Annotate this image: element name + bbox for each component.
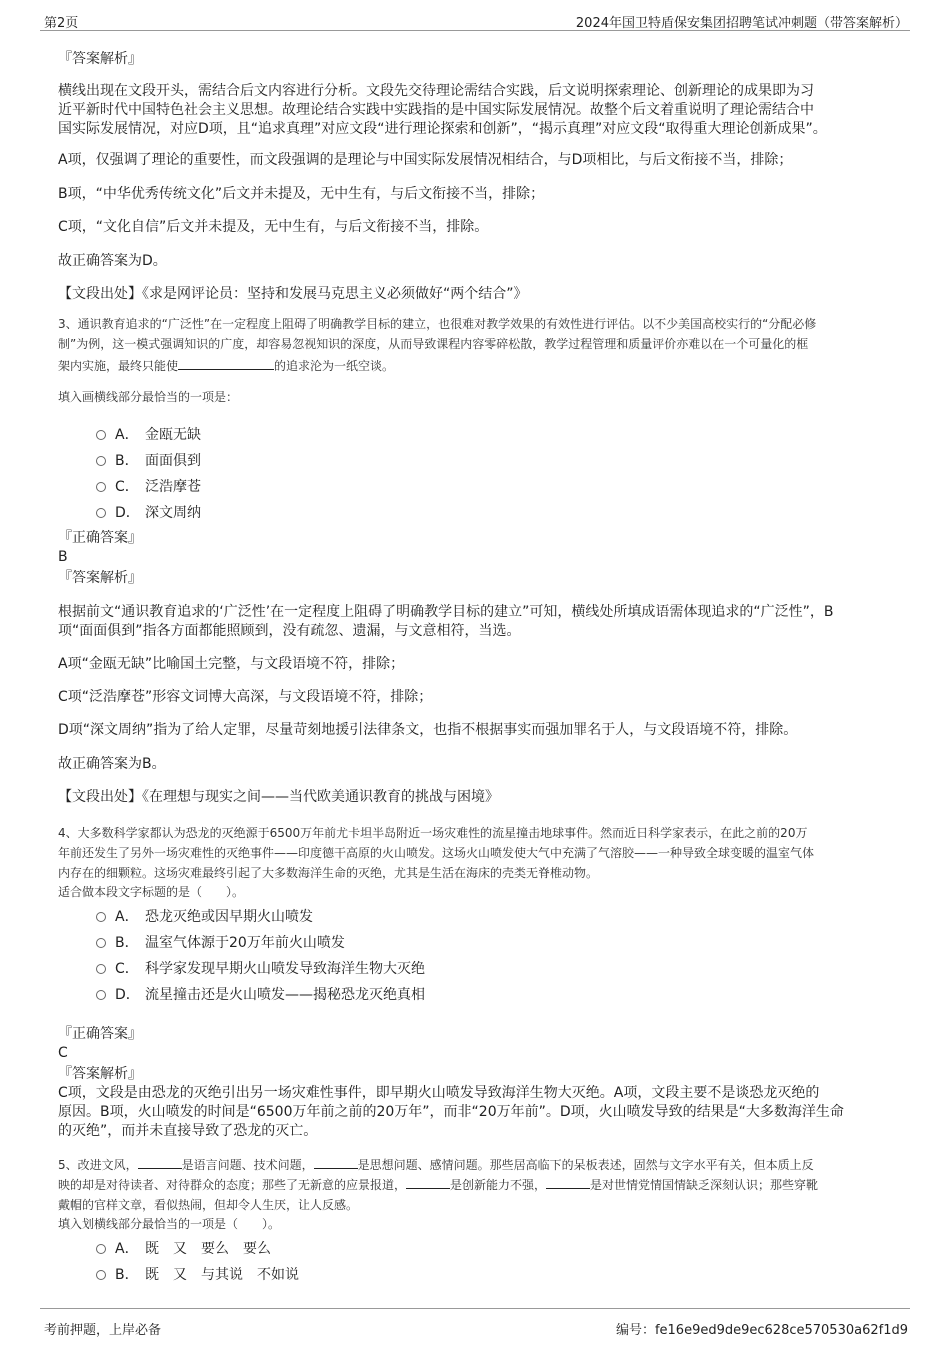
q4-stem-line: 内存在的细颗粒。这场灾难最终引起了大多数海洋生命的灭绝，尤其是生活在海床的壳类无脊椎动物。 (58, 866, 599, 880)
q3-source: 【文段出处】《在理想与现实之间——当代欧美通识教育的挑战与困境》 (58, 789, 499, 805)
q3-analysis-label: 『答案解析』 (58, 570, 142, 586)
fill-blank (314, 1156, 358, 1169)
q3-option-d-analysis: D项“深文周纳”指为了给人定罪，尽量苛刻地援引法律条文，也指不根据事实而强加罪名于人，与文段语境不符，排除。 (58, 722, 798, 738)
q4-option-a[interactable]: A． 恐龙灭绝或因早期火山喷发 (96, 906, 313, 926)
q3-answer: B (58, 549, 68, 565)
q4-answer-label: 『正确答案』 (58, 1026, 142, 1042)
q4-analysis-line: 原因。B项，火山喷发的时间是“6500万年前之前的20万年”，而非“20万年前”。D项，火山喷发导致的结果是“大多数海洋生命 (58, 1104, 844, 1120)
q3-analysis-line: 项“面面俱到”指各方面都能照顾到，没有疏忽、遗漏，与文意相符，当选。 (58, 623, 521, 639)
q3-prompt: 填入画横线部分最恰当的一项是： (58, 390, 239, 404)
q5-option-a[interactable]: A． 既 又 要么 要么 (96, 1238, 271, 1258)
q3-analysis-line: 根据前文“通识教育追求的‘广泛性’在一定程度上阻碍了明确教学目标的建立”可知，横线处所填成语需体现追求的“广泛性”，B (58, 604, 834, 620)
q3-conclusion: 故正确答案为B。 (58, 756, 166, 772)
q2-option-b-analysis: B项，“中华优秀传统文化”后文并未提及，无中生有，与后文衔接不当，排除； (58, 186, 545, 202)
q3-option-c-analysis: C项“泛浩摩苍”形容文词博大高深，与文段语境不符，排除； (58, 689, 433, 705)
q2-option-c-analysis: C项，“文化自信”后文并未提及，无中生有，与后文衔接不当，排除。 (58, 219, 489, 235)
q2-option-a-analysis: A项，仅强调了理论的重要性，而文段强调的是理论与中国实际发展情况相结合，与D项相比，与后文衔接不当，排除； (58, 152, 793, 168)
q5-option-b[interactable]: B． 既 又 与其说 不如说 (96, 1264, 299, 1284)
q4-option-c[interactable]: C． 科学家发现早期火山喷发导致海洋生物大灭绝 (96, 958, 425, 978)
radio-icon[interactable] (96, 990, 106, 1000)
radio-icon[interactable] (96, 938, 106, 948)
q5-prompt: 填入划横线部分最恰当的一项是（ ）。 (58, 1217, 281, 1231)
q4-answer: C (58, 1045, 68, 1061)
q2-analysis-line: 横线出现在文段开头，需结合后文内容进行分析。文段先交待理论需结合实践，后文说明探索理论、创新理论的成果即为习 (58, 83, 814, 99)
radio-icon[interactable] (96, 912, 106, 922)
q5-stem-line: 戴帽的官样文章，看似热闹，但却令人生厌，让人反感。 (58, 1198, 359, 1212)
q4-analysis-line: C项，文段是由恐龙的灭绝引出另一场灾难性事件，即早期火山喷发导致海洋生物大灭绝。A项，文段主要不是谈恐龙灭绝的 (58, 1085, 820, 1101)
fill-blank (138, 1156, 182, 1169)
fill-blank (406, 1176, 450, 1189)
radio-icon[interactable] (96, 508, 106, 518)
q2-conclusion: 故正确答案为D。 (58, 253, 167, 269)
page-footer (40, 1308, 910, 1345)
radio-icon[interactable] (96, 482, 106, 492)
q4-analysis-line: 的灭绝”，而并未直接导致了恐龙的灭亡。 (58, 1123, 318, 1139)
q3-option-a-analysis: A项“金瓯无缺”比喻国土完整，与文段语境不符，排除； (58, 656, 405, 672)
radio-icon[interactable] (96, 1244, 106, 1254)
fill-blank (178, 355, 274, 370)
radio-icon[interactable] (96, 456, 106, 466)
q4-analysis-label: 『答案解析』 (58, 1066, 142, 1082)
q3-answer-label: 『正确答案』 (58, 530, 142, 546)
q2-source: 【文段出处】《求是网评论员：坚持和发展马克思主义必须做好“两个结合”》 (58, 286, 528, 302)
q3-option-d[interactable]: D． 深文周纳 (96, 502, 201, 522)
page-number: 第2页 (44, 16, 79, 31)
q2-analysis-line: 国实际发展情况，对应D项，且“追求真理”对应文段“进行理论探索和创新”，“揭示真理”对应文段“取得重大理论创新成果”。 (58, 121, 827, 137)
q2-analysis-line: 近平新时代中国特色社会主义思想。故理论结合实践中实践指的是中国实际发展情况。故整个后文着重说明了理论需结合中 (58, 102, 814, 118)
q3-option-c[interactable]: C． 泛浩摩苍 (96, 476, 201, 496)
q4-prompt: 适合做本段文字标题的是（ ）。 (58, 885, 245, 899)
q3-stem-line: 制”为例，这一模式强调知识的广度，却容易忽视知识的深度，从而导致课程内容零碎松散，教学过程管理和质量评价亦难以在一个可量化的框 (58, 337, 809, 351)
q5-stem-line: 映的却是对待读者、对待群众的态度；那些了无新意的应景报道， 是创新能力不强， 是对世情党情国情缺乏深刻认识；那些穿靴 (58, 1178, 819, 1192)
document-id: 编号：fe16e9ed9de9ec628ce570530a62f1d9 (615, 1323, 908, 1338)
document-title: 2024年国卫特盾保安集团招聘笔试冲刺题（带答案解析） (575, 16, 908, 31)
q4-stem-line: 4、大多数科学家都认为恐龙的灭绝源于6500万年前尤卡坦半岛附近一场灾难性的流星撞击地球事件。然而近日科学家表示，在此之前的20万 (58, 826, 808, 840)
q5-stem-line: 5、改进文风， 是语言问题、技术问题， 是思想问题、感情问题。那些居高临下的呆板表述，固然与文字水平有关，但本质上反 (58, 1158, 814, 1172)
fill-blank (546, 1176, 590, 1189)
radio-icon[interactable] (96, 430, 106, 440)
q4-option-b[interactable]: B． 温室气体源于20万年前火山喷发 (96, 932, 345, 952)
radio-icon[interactable] (96, 1270, 106, 1280)
page-header (40, 0, 910, 31)
radio-icon[interactable] (96, 964, 106, 974)
q2-analysis-label: 『答案解析』 (58, 51, 142, 67)
q3-stem-line: 3、通识教育追求的“广泛性”在一定程度上阻碍了明确教学目标的建立，也很难对教学效果的有效性进行评估。以不少美国高校实行的“分配必修 (58, 317, 817, 331)
q3-stem-line: 架内实施，最终只能使 的追求沦为一纸空谈。 (58, 355, 394, 376)
footer-slogan: 考前押题，上岸必备 (44, 1323, 162, 1338)
q4-option-d[interactable]: D． 流星撞击还是火山喷发——揭秘恐龙灭绝真相 (96, 984, 425, 1004)
q3-option-b[interactable]: B． 面面俱到 (96, 450, 201, 470)
q4-stem-line: 年前还发生了另外一场灾难性的灭绝事件——印度德干高原的火山喷发。这场火山喷发使大气中充满了气溶胶——一种导致全球变暖的温室气体 (58, 846, 815, 860)
q3-option-a[interactable]: A． 金瓯无缺 (96, 424, 201, 444)
